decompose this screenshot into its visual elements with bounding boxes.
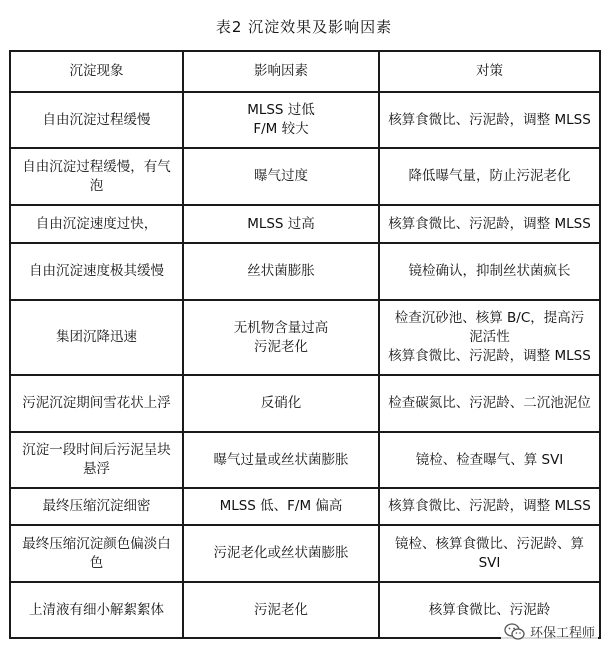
header-measure: 对策	[379, 51, 600, 92]
header-factor: 影响因素	[183, 51, 379, 92]
cell-phenomenon: 上清液有细小解絮絮体	[10, 582, 183, 638]
cell-measure: 检查碳氮比、污泥龄、二沉池泥位	[379, 375, 600, 432]
cell-phenomenon: 沉淀一段时间后污泥呈块悬浮	[10, 432, 183, 488]
cell-factor: 曝气过度	[183, 148, 379, 205]
watermark-text: 环保工程师	[529, 626, 595, 641]
cell-factor: 反硝化	[183, 375, 379, 432]
cell-factor: MLSS 过低 F/M 较大	[183, 92, 379, 148]
cell-factor: 污泥老化	[183, 582, 379, 638]
cell-factor: MLSS 低、F/M 偏高	[183, 488, 379, 525]
cell-measure: 核算食微比、污泥龄，调整 MLSS	[379, 205, 600, 243]
cell-phenomenon: 自由沉淀速度极其缓慢	[10, 243, 183, 300]
cell-phenomenon: 集团沉降迅速	[10, 300, 183, 375]
cell-factor: MLSS 过高	[183, 205, 379, 243]
cell-phenomenon: 自由沉淀过程缓慢，有气泡	[10, 148, 183, 205]
watermark	[501, 621, 598, 642]
table-row	[10, 432, 600, 488]
sedimentation-table	[9, 50, 601, 639]
table-row	[10, 243, 600, 300]
cell-phenomenon: 自由沉淀速度过快，	[10, 205, 183, 243]
cell-phenomenon: 最终压缩沉淀细密	[10, 488, 183, 525]
cell-factor: 曝气过量或丝状菌膨胀	[183, 432, 379, 488]
wechat-icon	[504, 623, 526, 641]
cell-measure: 核算食微比、污泥龄	[379, 582, 600, 638]
table-row	[10, 525, 600, 582]
header-row	[10, 51, 600, 92]
cell-measure: 检查沉砂池、核算 B/C，提高污泥活性 核算食微比、污泥龄，调整 MLSS	[379, 300, 600, 375]
cell-measure: 核算食微比、污泥龄，调整 MLSS	[379, 92, 600, 148]
header-phenomenon: 沉淀现象	[10, 51, 183, 92]
cell-factor: 丝状菌膨胀	[183, 243, 379, 300]
cell-phenomenon: 最终压缩沉淀颜色偏淡白色	[10, 525, 183, 582]
cell-phenomenon: 自由沉淀过程缓慢	[10, 92, 183, 148]
cell-measure: 镜检、核算食微比、污泥龄、算 SVI	[379, 525, 600, 582]
cell-measure: 镜检、检查曝气、算 SVI	[379, 432, 600, 488]
cell-factor: 污泥老化或丝状菌膨胀	[183, 525, 379, 582]
table-row	[10, 488, 600, 525]
cell-measure: 镜检确认，抑制丝状菌疯长	[379, 243, 600, 300]
table-row	[10, 375, 600, 432]
cell-phenomenon: 污泥沉淀期间雪花状上浮	[10, 375, 183, 432]
table-row	[10, 92, 600, 148]
table-row	[10, 148, 600, 205]
table-row	[10, 300, 600, 375]
table-row	[10, 205, 600, 243]
cell-factor: 无机物含量过高 污泥老化	[183, 300, 379, 375]
cell-measure: 核算食微比、污泥龄，调整 MLSS	[379, 488, 600, 525]
cell-measure: 降低曝气量，防止污泥老化	[379, 148, 600, 205]
table-caption: 表2 沉淀效果及影响因素	[215, 18, 393, 36]
